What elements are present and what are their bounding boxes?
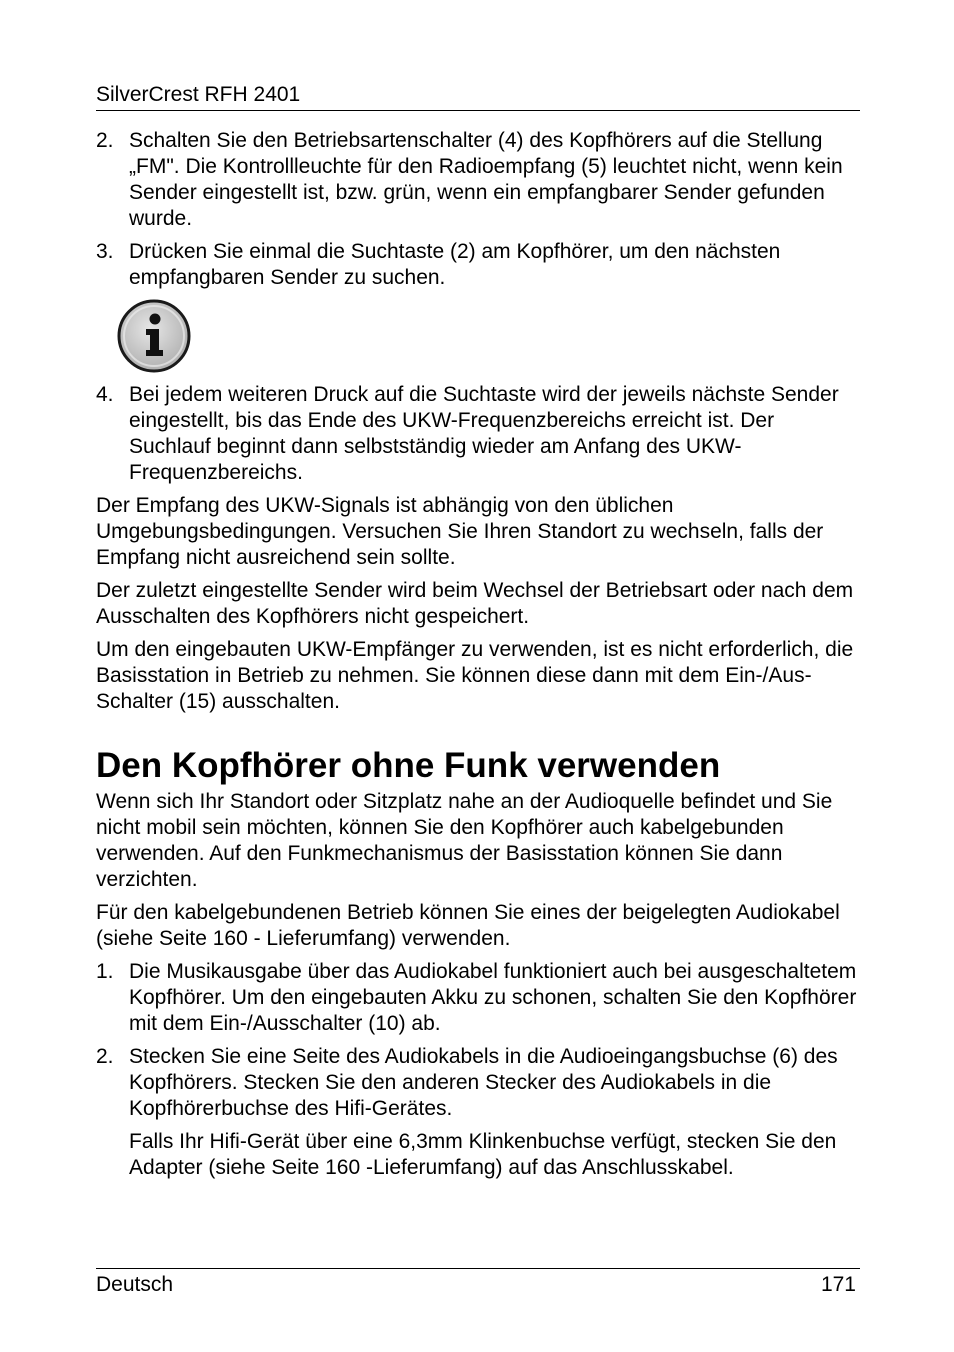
list-item — [96, 382, 860, 486]
list-number: 1. — [96, 960, 114, 983]
page-number: 171 — [820, 1273, 856, 1296]
info-box — [96, 298, 860, 378]
list-item — [96, 128, 860, 232]
list-item — [96, 239, 860, 291]
list-text: Bei jedem weiteren Druck auf die Suchtaste wird der jeweils nächste Sender eingestellt, bis das Ende des UKW-Frequenzbereichs erreicht ist. Der Suchlauf beginnt dann selbstständig wieder am Anfang des UKW-Frequenzbereichs. — [129, 383, 839, 484]
page-header — [96, 82, 860, 111]
paragraph: Um den eingebauten UKW-Empfänger zu verwenden, ist es nicht erforderlich, die Basisstation in Betrieb zu nehmen. Sie können diese dann mit dem Ein-/Aus-Schalter (15) ausschalten. — [96, 638, 854, 713]
section-heading: Den Kopfhörer ohne Funk verwenden — [96, 746, 721, 785]
list-item — [96, 1044, 860, 1122]
list-text: Stecken Sie eine Seite des Audiokabels in die Audioeingangsbuchse (6) des Kopfhörers. Stecken Sie den anderen Stecker des Audiokabels in die Kopfhörerbuchse des Hifi-Gerätes. — [129, 1045, 838, 1120]
paragraph: Der zuletzt eingestellte Sender wird beim Wechsel der Betriebsart oder nach dem Ausschalten des Kopfhörers nicht gespeichert. — [96, 579, 854, 628]
list-number: 2. — [96, 1045, 114, 1068]
list-item — [96, 959, 860, 1037]
paragraph: Wenn sich Ihr Standort oder Sitzplatz nahe an der Audioquelle befindet und Sie nicht mobil sein möchten, können Sie den Kopfhörer auch kabelgebunden verwenden. Auf den Funkmechanismus der Basisstation können Sie dann verzichten. — [96, 790, 833, 891]
note-paragraph: Falls Ihr Hifi-Gerät über eine 6,3mm Klinkenbuchse verfügt, stecken Sie den Adapter (siehe Seite 160 -Lieferumfang) auf das Anschlusskabel. — [129, 1130, 837, 1179]
footer-language: Deutsch — [96, 1273, 174, 1296]
page-footer — [96, 1268, 860, 1298]
list-number: 3. — [96, 240, 114, 263]
paragraph: Der Empfang des UKW-Signals ist abhängig von den üblichen Umgebungsbedingungen. Versuchen Sie Ihren Standort zu wechseln, falls der Empfang nicht ausreichend sein sollte. — [96, 494, 824, 569]
page-content — [96, 128, 860, 1188]
list-text: Drücken Sie einmal die Suchtaste (2) am Kopfhörer, um den nächsten empfangbaren Sender zu suchen. — [129, 240, 781, 289]
list-text: Schalten Sie den Betriebsartenschalter (4) des Kopfhörers auf die Stellung „FM". Die Kontrollleuchte für den Radioempfang (5) leuchtet nicht, wenn kein Sender eingestellt ist, bzw. grün, wenn ein empfangbarer Sender gefunden wurde. — [129, 129, 843, 230]
header-title: SilverCrest RFH 2401 — [96, 83, 301, 106]
list-number: 2. — [96, 129, 114, 152]
info-icon — [116, 298, 192, 374]
list-number: 4. — [96, 383, 114, 406]
paragraph: Für den kabelgebundenen Betrieb können Sie eines der beigelegten Audiokabel (siehe Seite 160 - Lieferumfang) verwenden. — [96, 901, 840, 950]
list-text: Die Musikausgabe über das Audiokabel funktioniert auch bei ausgeschaltetem Kopfhörer. Um den eingebauten Akku zu schonen, schalten Sie den Kopfhörer mit dem Ein-/Ausschalter (10) ab. — [129, 960, 857, 1035]
